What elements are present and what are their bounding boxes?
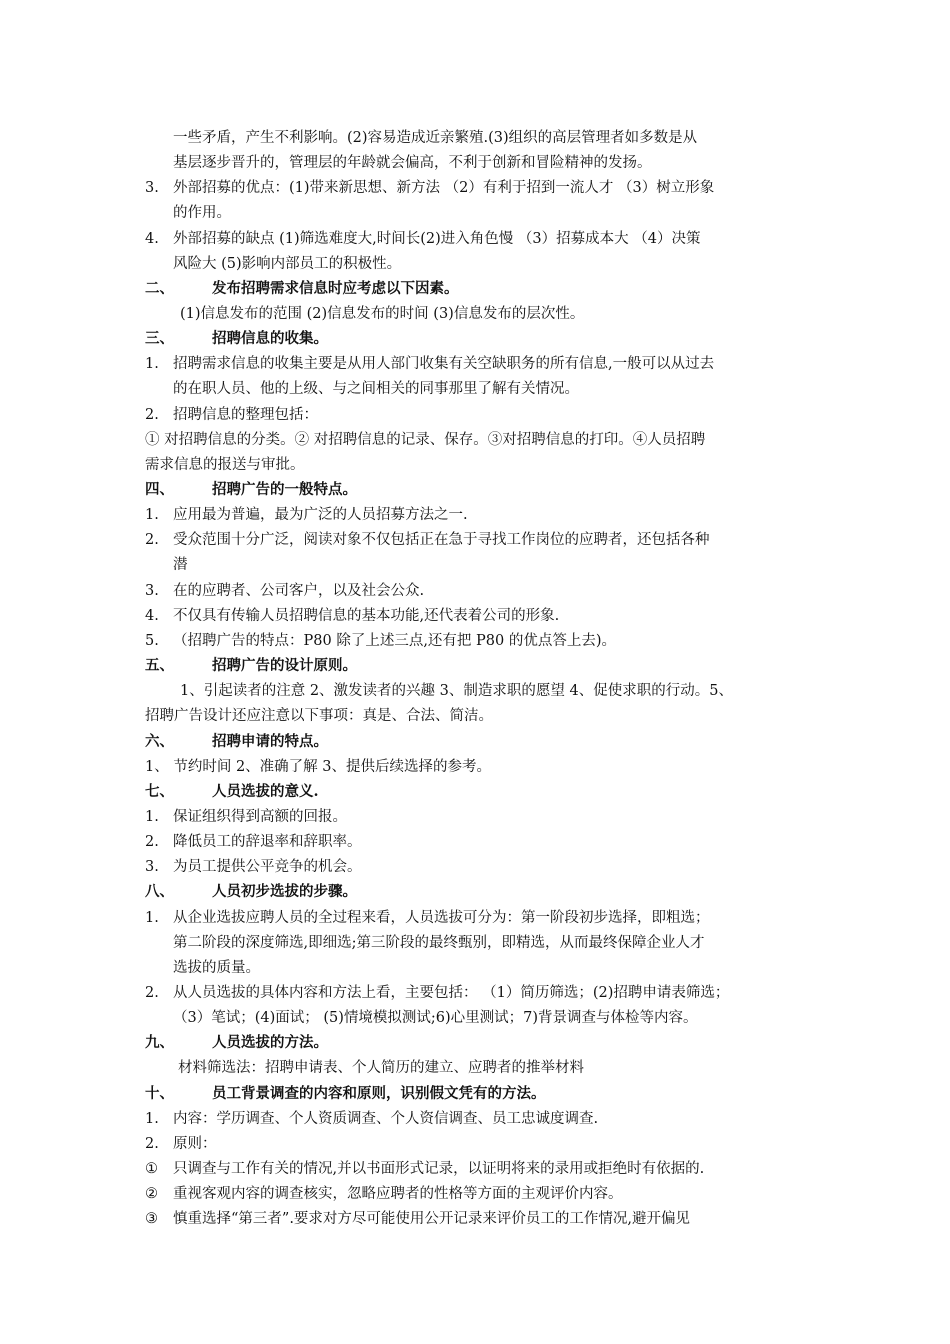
item-number: 1.	[145, 1111, 159, 1127]
section-heading: 员工背景调查的内容和原则，识别假文凭有的方法。	[212, 1085, 546, 1102]
text-line: 重视客观内容的调查核实，忽略应聘者的性格等方面的主观评价内容。	[173, 1186, 623, 1202]
section-number: 十、	[145, 1085, 174, 1102]
text-line: 只调查与工作有关的情况,并以书面形式记录，以证明将来的录用或拒绝时有依据的.	[173, 1161, 705, 1177]
text-line: 应用最为普遍，最为广泛的人员招募方法之一.	[173, 507, 468, 523]
section-number: 三、	[145, 330, 174, 347]
item-number: 3.	[145, 583, 159, 599]
text-line: 潜	[173, 557, 188, 573]
item-number: 1.	[145, 910, 159, 926]
item-number: 2.	[145, 985, 159, 1001]
text-line: 慎重选择“第三者”.要求对方尽可能使用公开记录来评价员工的工作情况,避开偏见	[173, 1211, 691, 1227]
item-number: 5.	[145, 633, 159, 649]
item-number: 3.	[145, 859, 159, 875]
text-line: 不仅具有传输人员招聘信息的基本功能,还代表着公司的形象.	[173, 608, 560, 624]
text-line: 在的应聘者、公司客户，以及社会公众.	[173, 583, 425, 599]
item-number: ③	[145, 1211, 158, 1227]
text-line: 降低员工的辞退率和辞职率。	[173, 834, 362, 850]
text-line: 为员工提供公平竞争的机会。	[173, 859, 362, 875]
section-number: 八、	[145, 883, 174, 900]
item-number: ②	[145, 1186, 158, 1202]
text-line: ① 对招聘信息的分类。② 对招聘信息的记录、保存。③对招聘信息的打印。④人员招聘	[145, 432, 706, 448]
section-number: 二、	[145, 280, 174, 297]
section-heading: 招聘广告的一般特点。	[212, 481, 357, 498]
item-number: 2.	[145, 407, 159, 423]
section-heading: 招聘申请的特点。	[212, 733, 328, 750]
text-line: 的作用。	[173, 205, 231, 221]
section-heading: 招聘广告的设计原则。	[212, 657, 357, 674]
section-number: 七、	[145, 783, 174, 800]
section-heading: 人员选拔的意义.	[212, 783, 319, 800]
text-line: 风险大 (5)影响内部员工的积极性。	[173, 256, 402, 272]
section-number: 五、	[145, 657, 174, 674]
section-heading: 人员初步选拔的步骤。	[212, 883, 357, 900]
item-number: 4.	[145, 608, 159, 624]
section-number: 六、	[145, 733, 174, 750]
text-line: 招聘信息的整理包括：	[173, 407, 318, 423]
text-line: 材料筛选法：招聘申请表、个人简历的建立、应聘者的推举材料	[178, 1060, 584, 1076]
section-number: 九、	[145, 1034, 174, 1051]
text-line: 外部招募的优点：(1)带来新思想、新方法 （2）有利于招到一流人才 （3）树立形象	[173, 180, 715, 196]
text-line: 第二阶段的深度筛选,即细选;第三阶段的最终甄别，即精选，从而最终保障企业人才	[173, 935, 705, 951]
section-number: 四、	[145, 481, 174, 498]
text-line: 受众范围十分广泛，阅读对象不仅包括正在急于寻找工作岗位的应聘者，还包括各种	[173, 532, 710, 548]
text-line: (1)信息发布的范围 (2)信息发布的时间 (3)信息发布的层次性。	[180, 306, 585, 322]
text-line: 基层逐步晋升的，管理层的年龄就会偏高，不利于创新和冒险精神的发扬。	[173, 155, 652, 171]
item-number: 3.	[145, 180, 159, 196]
item-number: 1.	[145, 809, 159, 825]
text-line: 外部招募的缺点 (1)筛选难度大,时间长(2)进入角色慢 （3）招募成本大 （4）决策	[173, 231, 701, 247]
text-line: 招聘需求信息的收集主要是从用人部门收集有关空缺职务的所有信息,一般可以从过去	[173, 356, 715, 372]
text-line: 原则：	[173, 1136, 217, 1152]
text-line: 内容：学历调查、个人资质调查、个人资信调查、员工忠诚度调查.	[173, 1111, 599, 1127]
text-line: 从人员选拔的具体内容和方法上看，主要包括： （1）简历筛选；(2)招聘申请表筛选；	[173, 985, 730, 1001]
text-line: 需求信息的报送与审批。	[145, 457, 305, 473]
item-number: 1.	[145, 356, 159, 372]
item-number: 4.	[145, 231, 159, 247]
item-number: ①	[145, 1161, 158, 1177]
text-line: 保证组织得到高额的回报。	[173, 809, 347, 825]
item-number: 2.	[145, 834, 159, 850]
text-line: 从企业选拔应聘人员的全过程来看，人员选拔可分为：第一阶段初步选择，即粗选；	[173, 910, 710, 926]
text-line: 1、 节约时间 2、准确了解 3、提供后续选择的参考。	[145, 759, 492, 775]
text-line: （招聘广告的特点：P80 除了上述三点,还有把 P80 的优点答上去)。	[173, 633, 617, 649]
text-line: 招聘广告设计还应注意以下事项：真是、合法、简洁。	[145, 708, 493, 724]
section-heading: 招聘信息的收集。	[212, 330, 328, 347]
text-line: 一些矛盾，产生不利影响。(2)容易造成近亲繁殖.(3)组织的高层管理者如多数是从	[173, 130, 698, 146]
text-line: 1、引起读者的注意 2、激发读者的兴趣 3、制造求职的愿望 4、促使求职的行动。5、	[180, 683, 733, 699]
text-line: 的在职人员、他的上级、与之间相关的同事那里了解有关情况。	[173, 381, 579, 397]
item-number: 2.	[145, 1136, 159, 1152]
text-line: 选拔的质量。	[173, 960, 260, 976]
text-line: （3）笔试；(4)面试； (5)情境模拟测试;6)心里测试；7)背景调查与体检等内容。	[173, 1010, 698, 1026]
section-heading: 人员选拔的方法。	[212, 1034, 328, 1051]
section-heading: 发布招聘需求信息时应考虑以下因素。	[212, 280, 459, 297]
item-number: 2.	[145, 532, 159, 548]
item-number: 1.	[145, 507, 159, 523]
